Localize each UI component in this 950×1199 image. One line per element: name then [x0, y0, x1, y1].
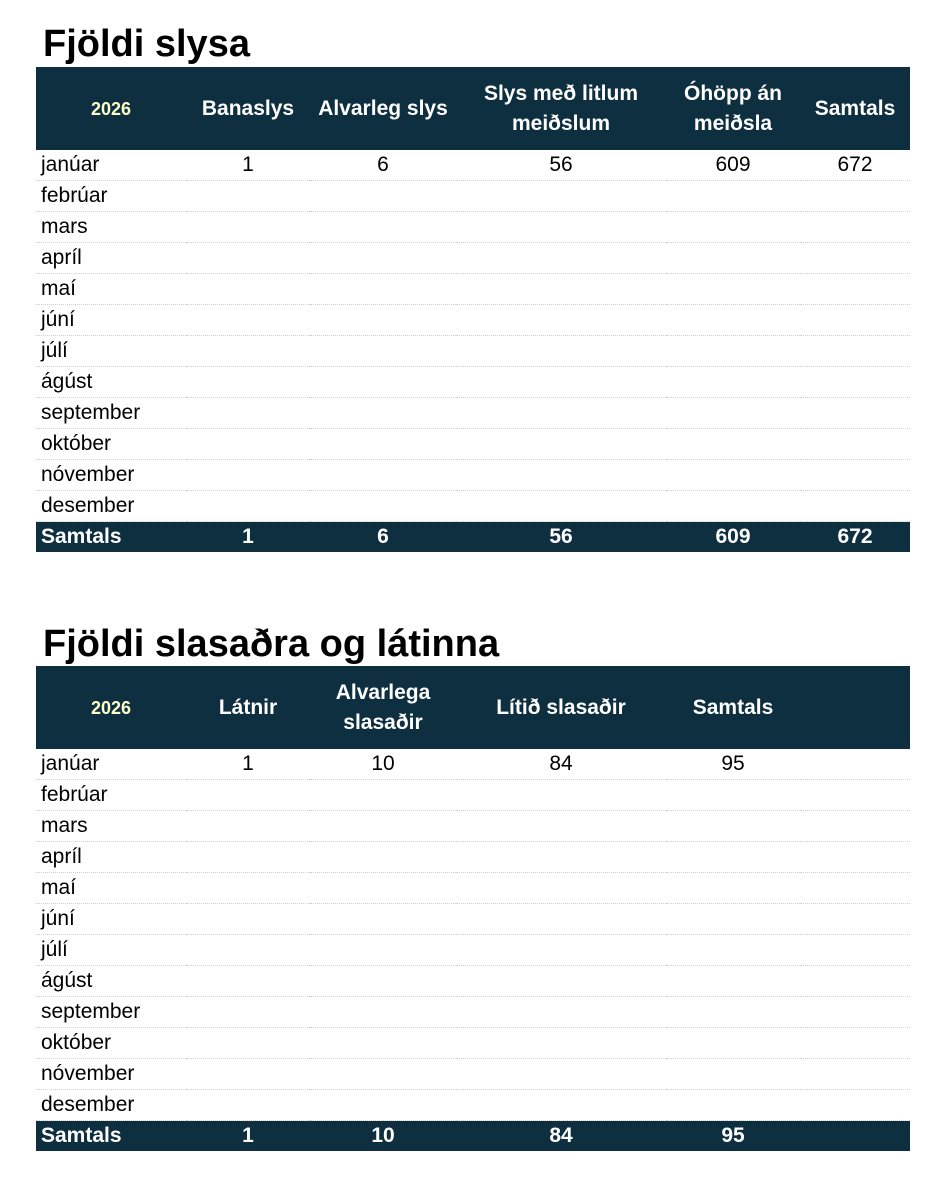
value-cell: [456, 904, 666, 935]
month-label: ágúst: [36, 966, 186, 997]
month-label: september: [36, 997, 186, 1028]
value-cell: [310, 491, 456, 522]
value-cell: [186, 212, 310, 243]
table-row: [36, 305, 910, 336]
value-cell: [310, 1059, 456, 1090]
table-row: [36, 1059, 910, 1090]
value-cell: 56: [456, 150, 666, 181]
table-row: [36, 811, 910, 842]
month-label: mars: [36, 811, 186, 842]
month-label: júní: [36, 305, 186, 336]
value-cell: [800, 935, 910, 966]
value-cell: [186, 398, 310, 429]
month-label: desember: [36, 1090, 186, 1121]
column-header: Alvarleg slys: [310, 67, 456, 150]
value-cell: [456, 181, 666, 212]
value-cell: [456, 811, 666, 842]
value-cell: [666, 780, 800, 811]
month-label: september: [36, 398, 186, 429]
value-cell: [800, 842, 910, 873]
month-label: ágúst: [36, 367, 186, 398]
total-value: 1: [186, 1121, 310, 1152]
accidents-table: [36, 67, 910, 552]
value-cell: [310, 873, 456, 904]
value-cell: [666, 842, 800, 873]
table-row: [36, 212, 910, 243]
value-cell: [800, 305, 910, 336]
value-cell: [186, 1090, 310, 1121]
value-cell: [186, 305, 310, 336]
total-row: [36, 522, 910, 553]
column-header: Samtals: [666, 666, 800, 749]
month-label: nóvember: [36, 460, 186, 491]
month-label: nóvember: [36, 1059, 186, 1090]
value-cell: [310, 811, 456, 842]
total-label: Samtals: [36, 1121, 186, 1152]
value-cell: [186, 274, 310, 305]
value-cell: [310, 367, 456, 398]
value-cell: [800, 1028, 910, 1059]
total-value: 672: [800, 522, 910, 553]
table-row: [36, 904, 910, 935]
value-cell: [456, 212, 666, 243]
value-cell: [456, 780, 666, 811]
total-row: [36, 1121, 910, 1152]
month-label: júlí: [36, 336, 186, 367]
value-cell: [800, 336, 910, 367]
value-cell: [310, 904, 456, 935]
table-row: [36, 398, 910, 429]
value-cell: [666, 1090, 800, 1121]
value-cell: [186, 1028, 310, 1059]
value-cell: 6: [310, 150, 456, 181]
value-cell: [666, 367, 800, 398]
table-row: [36, 181, 910, 212]
value-cell: [800, 1090, 910, 1121]
table-row: [36, 1090, 910, 1121]
value-cell: [666, 1028, 800, 1059]
casualties-table: [36, 666, 910, 1151]
value-cell: [800, 780, 910, 811]
table-row: [36, 935, 910, 966]
value-cell: [456, 935, 666, 966]
accidents-title: Fjöldi slysa: [43, 23, 250, 65]
value-cell: 672: [800, 150, 910, 181]
month-label: mars: [36, 212, 186, 243]
table-row: [36, 780, 910, 811]
value-cell: [456, 491, 666, 522]
year-header: 2026: [36, 666, 186, 749]
month-label: júní: [36, 904, 186, 935]
value-cell: [666, 1059, 800, 1090]
value-cell: [186, 243, 310, 274]
value-cell: [666, 811, 800, 842]
value-cell: [310, 212, 456, 243]
total-value: [800, 1121, 910, 1152]
total-label: Samtals: [36, 522, 186, 553]
value-cell: [186, 1059, 310, 1090]
value-cell: [310, 243, 456, 274]
value-cell: [456, 336, 666, 367]
table-row: [36, 749, 910, 780]
value-cell: [310, 305, 456, 336]
column-header: Óhöpp án meiðsla: [666, 67, 800, 150]
value-cell: [456, 367, 666, 398]
value-cell: 1: [186, 150, 310, 181]
month-label: desember: [36, 491, 186, 522]
value-cell: [666, 243, 800, 274]
value-cell: [800, 181, 910, 212]
month-label: febrúar: [36, 780, 186, 811]
total-value: 95: [666, 1121, 800, 1152]
value-cell: [186, 181, 310, 212]
total-value: 10: [310, 1121, 456, 1152]
value-cell: [186, 873, 310, 904]
value-cell: [666, 873, 800, 904]
month-label: október: [36, 1028, 186, 1059]
table-row: [36, 429, 910, 460]
value-cell: [800, 904, 910, 935]
month-label: október: [36, 429, 186, 460]
value-cell: [800, 749, 910, 780]
value-cell: [310, 780, 456, 811]
value-cell: [456, 1090, 666, 1121]
value-cell: [666, 398, 800, 429]
month-label: janúar: [36, 749, 186, 780]
value-cell: [456, 1059, 666, 1090]
value-cell: [310, 935, 456, 966]
value-cell: [186, 460, 310, 491]
month-label: apríl: [36, 243, 186, 274]
value-cell: [666, 429, 800, 460]
value-cell: [186, 491, 310, 522]
column-header: Banaslys: [186, 67, 310, 150]
month-label: maí: [36, 873, 186, 904]
value-cell: [666, 336, 800, 367]
month-label: febrúar: [36, 181, 186, 212]
value-cell: [456, 873, 666, 904]
value-cell: [666, 997, 800, 1028]
month-label: apríl: [36, 842, 186, 873]
value-cell: 95: [666, 749, 800, 780]
value-cell: [666, 305, 800, 336]
year-header: 2026: [36, 67, 186, 150]
value-cell: [800, 243, 910, 274]
value-cell: [666, 460, 800, 491]
value-cell: [800, 1059, 910, 1090]
value-cell: [456, 429, 666, 460]
value-cell: [456, 460, 666, 491]
value-cell: [310, 842, 456, 873]
value-cell: [456, 398, 666, 429]
month-label: janúar: [36, 150, 186, 181]
value-cell: [800, 873, 910, 904]
total-value: 1: [186, 522, 310, 553]
value-cell: [456, 1028, 666, 1059]
value-cell: [310, 997, 456, 1028]
value-cell: [186, 966, 310, 997]
value-cell: [186, 904, 310, 935]
table-row: [36, 336, 910, 367]
table-row: [36, 150, 910, 181]
column-header: Slys með litlum meiðslum: [456, 67, 666, 150]
table-row: [36, 367, 910, 398]
month-label: júlí: [36, 935, 186, 966]
value-cell: [800, 811, 910, 842]
value-cell: [456, 243, 666, 274]
value-cell: [456, 274, 666, 305]
column-header: Látnir: [186, 666, 310, 749]
value-cell: [666, 181, 800, 212]
column-header: Lítið slasaðir: [456, 666, 666, 749]
table-row: [36, 274, 910, 305]
value-cell: [800, 398, 910, 429]
total-value: 56: [456, 522, 666, 553]
value-cell: [800, 274, 910, 305]
value-cell: 609: [666, 150, 800, 181]
total-value: 6: [310, 522, 456, 553]
value-cell: [310, 429, 456, 460]
column-header: Alvarlega slasaðir: [310, 666, 456, 749]
value-cell: 10: [310, 749, 456, 780]
value-cell: [456, 305, 666, 336]
table-row: [36, 1028, 910, 1059]
value-cell: [666, 212, 800, 243]
value-cell: [186, 997, 310, 1028]
value-cell: [186, 336, 310, 367]
table-row: [36, 997, 910, 1028]
column-header: [800, 666, 910, 749]
header-row: [36, 67, 910, 150]
value-cell: [310, 460, 456, 491]
value-cell: [800, 491, 910, 522]
value-cell: [456, 842, 666, 873]
header-row: [36, 666, 910, 749]
value-cell: [800, 966, 910, 997]
value-cell: [666, 491, 800, 522]
value-cell: [310, 336, 456, 367]
month-label: maí: [36, 274, 186, 305]
value-cell: [310, 181, 456, 212]
value-cell: [456, 997, 666, 1028]
table-row: [36, 842, 910, 873]
value-cell: [800, 997, 910, 1028]
value-cell: [310, 398, 456, 429]
value-cell: [186, 811, 310, 842]
value-cell: 84: [456, 749, 666, 780]
value-cell: [186, 842, 310, 873]
total-value: 84: [456, 1121, 666, 1152]
value-cell: [666, 904, 800, 935]
value-cell: [310, 1090, 456, 1121]
value-cell: [310, 966, 456, 997]
total-value: 609: [666, 522, 800, 553]
value-cell: [666, 966, 800, 997]
table-row: [36, 966, 910, 997]
value-cell: [310, 274, 456, 305]
value-cell: [800, 212, 910, 243]
value-cell: [800, 367, 910, 398]
value-cell: [310, 1028, 456, 1059]
value-cell: 1: [186, 749, 310, 780]
value-cell: [186, 367, 310, 398]
value-cell: [666, 274, 800, 305]
table-row: [36, 491, 910, 522]
value-cell: [186, 429, 310, 460]
casualties-title: Fjöldi slasaðra og látinna: [43, 623, 500, 665]
table-row: [36, 243, 910, 274]
value-cell: [186, 780, 310, 811]
value-cell: [456, 966, 666, 997]
value-cell: [666, 935, 800, 966]
table-row: [36, 460, 910, 491]
value-cell: [800, 429, 910, 460]
table-row: [36, 873, 910, 904]
column-header: Samtals: [800, 67, 910, 150]
value-cell: [800, 460, 910, 491]
value-cell: [186, 935, 310, 966]
